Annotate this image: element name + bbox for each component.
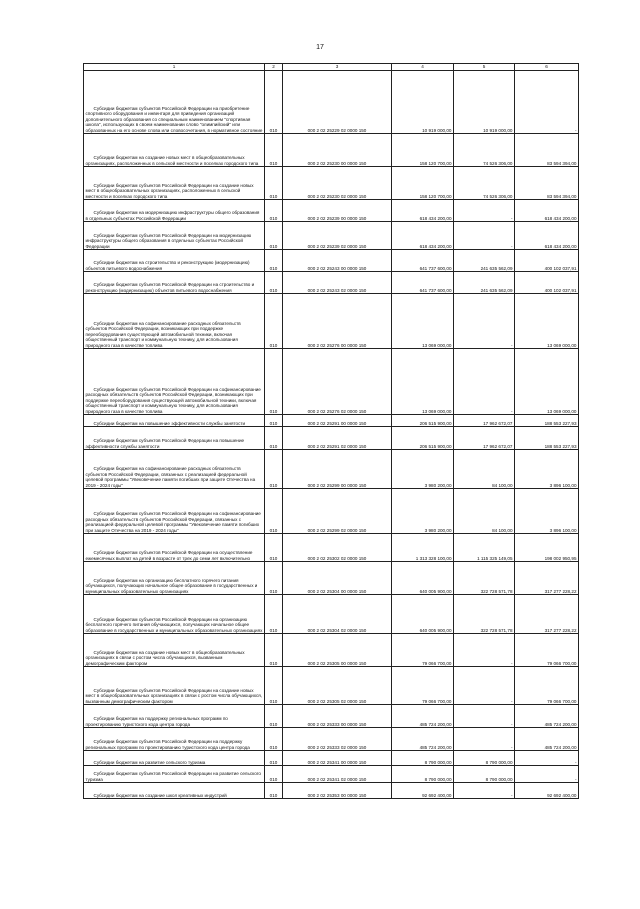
row-name: Субсидии бюджетам на модернизацию инфраструктуры общего образования в отдельных субъектах Российской Федерации: [84, 200, 265, 222]
row-unexecuted-amount: 13 069 000,00: [515, 294, 579, 349]
row-executed-amount: 84 100,00: [454, 489, 515, 534]
row-kbk-code: 000 2 02 25229 02 0000 150: [283, 71, 392, 134]
row-unexecuted-amount: 188 553 227,93: [515, 415, 579, 427]
row-executed-amount: -: [454, 222, 515, 250]
row-name: Субсидии бюджетам субъектов Российской Федерации на создание новых мест в общеобразовательных организациях в связи с ростом числа обучающихся, вызванным демографическим фактором: [84, 667, 265, 705]
row-executed-amount: 8 790 000,00: [454, 766, 515, 783]
row-code: 010: [265, 634, 283, 667]
row-code: 010: [265, 415, 283, 427]
table-row: [84, 489, 579, 534]
row-code: 010: [265, 222, 283, 250]
row-unexecuted-amount: 3 896 100,00: [515, 450, 579, 489]
row-approved-amount: 158 120 700,00: [392, 167, 454, 200]
table-row: [84, 595, 579, 634]
row-executed-amount: 322 728 571,78: [454, 562, 515, 595]
row-code: 010: [265, 489, 283, 534]
row-executed-amount: -: [454, 200, 515, 222]
row-code: 010: [265, 783, 283, 799]
row-unexecuted-amount: 83 594 394,00: [515, 134, 579, 167]
row-code: 010: [265, 349, 283, 415]
row-kbk-code: 000 2 02 25239 00 0000 150: [283, 200, 392, 222]
row-executed-amount: 17 962 672,07: [454, 415, 515, 427]
table-row: [84, 167, 579, 200]
row-code: 010: [265, 534, 283, 562]
row-name: Субсидии бюджетам субъектов Российской Федерации на повышение эффективности службы занятости: [84, 427, 265, 450]
row-executed-amount: 1 115 325 149,05: [454, 534, 515, 562]
row-code: 010: [265, 450, 283, 489]
row-executed-amount: -: [454, 634, 515, 667]
row-approved-amount: 206 515 900,00: [392, 427, 454, 450]
row-executed-amount: 74 526 306,00: [454, 134, 515, 167]
table-row: [84, 534, 579, 562]
row-kbk-code: 000 2 02 25276 00 0000 150: [283, 294, 392, 349]
row-code: 010: [265, 766, 283, 783]
row-approved-amount: 8 790 000,00: [392, 751, 454, 766]
row-name: Субсидии бюджетам субъектов Российской Федерации на приобретение спортивного оборудования и инвентаря для приведения организаций дополнительного образования со специальным наименованием "спортивная школа", использующих в своем наименовании слово "олимпийский" или образованных на его основе слова или словосочетания, в нормативное состояние: [84, 71, 265, 134]
table-row: [84, 766, 579, 783]
row-code: 010: [265, 294, 283, 349]
row-name: Субсидии бюджетам субъектов Российской Федерации на модернизацию инфраструктуры общего образования в отдельных субъектах Российской Федерации: [84, 222, 265, 250]
row-approved-amount: 641 737 600,00: [392, 272, 454, 294]
row-kbk-code: 000 2 02 25305 00 0000 150: [283, 634, 392, 667]
column-header: 6: [515, 64, 579, 71]
row-approved-amount: 92 692 400,00: [392, 783, 454, 799]
table-row: [84, 751, 579, 766]
row-kbk-code: 000 2 02 25230 00 0000 150: [283, 134, 392, 167]
row-executed-amount: 74 526 306,00: [454, 167, 515, 200]
row-name: Субсидии бюджетам субъектов Российской Федерации на осуществление ежемесячных выплат на детей в возрасте от трех до семи лет включительно: [84, 534, 265, 562]
row-kbk-code: 000 2 02 25304 02 0000 150: [283, 595, 392, 634]
column-header: 1: [84, 64, 265, 71]
row-kbk-code: 000 2 02 25276 02 0000 150: [283, 349, 392, 415]
page-number: 17: [316, 44, 324, 51]
table-header-row: [84, 64, 579, 71]
row-code: 010: [265, 562, 283, 595]
row-unexecuted-amount: -: [515, 751, 579, 766]
row-approved-amount: 640 005 900,00: [392, 595, 454, 634]
row-approved-amount: 485 724 200,00: [392, 728, 454, 751]
row-approved-amount: 640 005 900,00: [392, 562, 454, 595]
table-row: [84, 134, 579, 167]
row-name: Субсидии бюджетам субъектов Российской Федерации на создание новых мест в общеобразовательных организациях, расположенных в сельской местности и поселках городского типа: [84, 167, 265, 200]
budget-table: [83, 63, 579, 799]
row-executed-amount: 322 728 571,78: [454, 595, 515, 634]
row-name: Субсидии бюджетам на создание новых мест в общеобразовательных организациях в связи с ростом числа обучающихся, вызванным демографическим фактором: [84, 634, 265, 667]
row-name: Субсидии бюджетам на развитие сельского туризма: [84, 751, 265, 766]
row-kbk-code: 000 2 02 25291 02 0000 150: [283, 427, 392, 450]
row-kbk-code: 000 2 02 25305 02 0000 150: [283, 667, 392, 705]
row-executed-amount: 241 635 562,09: [454, 272, 515, 294]
row-unexecuted-amount: 3 896 100,00: [515, 489, 579, 534]
table-row: [84, 294, 579, 349]
row-kbk-code: 000 2 02 25230 02 0000 150: [283, 167, 392, 200]
row-code: 010: [265, 167, 283, 200]
row-name: Субсидии бюджетам субъектов Российской Федерации на софинансирование расходных обязательств субъектов Российской Федерации, возникающих при поддержке переоборудования существующей автомобильной техники, включая общественный транспорт и коммунальную технику, для использования природного газа в качестве топлива: [84, 349, 265, 415]
column-header: 4: [392, 64, 454, 71]
row-unexecuted-amount: 79 066 700,00: [515, 634, 579, 667]
row-kbk-code: 000 2 02 25333 00 0000 150: [283, 705, 392, 728]
row-unexecuted-amount: 400 102 037,91: [515, 272, 579, 294]
row-kbk-code: 000 2 02 25341 02 0000 150: [283, 766, 392, 783]
table-row: [84, 415, 579, 427]
row-executed-amount: 241 635 562,09: [454, 250, 515, 272]
row-name: Субсидии бюджетам субъектов Российской Федерации на софинансирование расходных обязательств субъектов Российской Федерации, связанных с реализацией федеральной целевой программы "Увековечение памяти погибших при защите Отечества на 2019 - 2024 годы": [84, 489, 265, 534]
row-unexecuted-amount: 79 066 700,00: [515, 667, 579, 705]
row-approved-amount: 10 919 000,00: [392, 71, 454, 134]
row-name: Субсидии бюджетам на организацию бесплатного горячего питания обучающихся, получающих начальное общее образование в государственных и муниципальных образовательных организациях: [84, 562, 265, 595]
row-kbk-code: 000 2 02 25243 02 0000 150: [283, 272, 392, 294]
row-executed-amount: 10 919 000,00: [454, 71, 515, 134]
row-unexecuted-amount: 198 002 950,95: [515, 534, 579, 562]
table-row: [84, 200, 579, 222]
row-code: 010: [265, 250, 283, 272]
table-row: [84, 728, 579, 751]
row-unexecuted-amount: 485 724 200,00: [515, 728, 579, 751]
table-row: [84, 250, 579, 272]
row-code: 010: [265, 667, 283, 705]
table-row: [84, 222, 579, 250]
row-kbk-code: 000 2 02 25299 00 0000 150: [283, 450, 392, 489]
row-name: Субсидии бюджетам на поддержку региональных программ по проектированию туристского кода центра города: [84, 705, 265, 728]
row-code: 010: [265, 728, 283, 751]
row-executed-amount: -: [454, 294, 515, 349]
row-approved-amount: 485 724 200,00: [392, 705, 454, 728]
row-code: 010: [265, 751, 283, 766]
row-name: Субсидии бюджетам на строительство и реконструкцию (модернизацию) объектов питьевого водоснабжения: [84, 250, 265, 272]
row-approved-amount: 13 069 000,00: [392, 294, 454, 349]
row-executed-amount: 17 962 672,07: [454, 427, 515, 450]
row-executed-amount: -: [454, 783, 515, 799]
row-approved-amount: 79 066 700,00: [392, 634, 454, 667]
column-header: 2: [265, 64, 283, 71]
row-approved-amount: 1 313 328 100,00: [392, 534, 454, 562]
row-approved-amount: 8 790 000,00: [392, 766, 454, 783]
table-row: [84, 349, 579, 415]
row-kbk-code: 000 2 02 25299 02 0000 150: [283, 489, 392, 534]
table-row: [84, 705, 579, 728]
row-code: 010: [265, 200, 283, 222]
row-kbk-code: 000 2 02 25333 02 0000 150: [283, 728, 392, 751]
row-unexecuted-amount: -: [515, 71, 579, 134]
row-executed-amount: -: [454, 349, 515, 415]
row-code: 010: [265, 71, 283, 134]
row-code: 010: [265, 427, 283, 450]
row-unexecuted-amount: 188 553 227,93: [515, 427, 579, 450]
row-code: 010: [265, 595, 283, 634]
row-approved-amount: 618 434 200,00: [392, 200, 454, 222]
row-unexecuted-amount: 317 277 228,22: [515, 595, 579, 634]
row-executed-amount: -: [454, 705, 515, 728]
table-row: [84, 783, 579, 799]
row-name: Субсидии бюджетам на софинансирование расходных обязательств субъектов Российской Федерации, возникающих при поддержке переоборудования существующей автомобильной техники, включая общественный транспорт и коммунальную технику, для использования природного газа в качестве топлива: [84, 294, 265, 349]
row-kbk-code: 000 2 02 25243 00 0000 150: [283, 250, 392, 272]
table-row: [84, 272, 579, 294]
row-executed-amount: -: [454, 667, 515, 705]
table-row: [84, 450, 579, 489]
row-unexecuted-amount: 485 724 200,00: [515, 705, 579, 728]
row-name: Субсидии бюджетам субъектов Российской Федерации на организацию бесплатного горячего питания обучающихся, получающих начальное общее образование в государственных и муниципальных образовательных организациях: [84, 595, 265, 634]
row-unexecuted-amount: 618 434 200,00: [515, 200, 579, 222]
table-row: [84, 427, 579, 450]
row-name: Субсидии бюджетам на софинансирование расходных обязательств субъектов Российской Федерации, связанных с реализацией федеральной целевой программы "Увековечение памяти погибших при защите Отечества на 2019 - 2024 годы": [84, 450, 265, 489]
row-approved-amount: 641 737 600,00: [392, 250, 454, 272]
row-code: 010: [265, 705, 283, 728]
row-approved-amount: 206 515 900,00: [392, 415, 454, 427]
row-unexecuted-amount: 83 594 394,00: [515, 167, 579, 200]
row-kbk-code: 000 2 02 25304 00 0000 150: [283, 562, 392, 595]
row-kbk-code: 000 2 02 25291 00 0000 150: [283, 415, 392, 427]
row-approved-amount: 158 120 700,00: [392, 134, 454, 167]
row-unexecuted-amount: 618 434 200,00: [515, 222, 579, 250]
row-approved-amount: 13 069 000,00: [392, 349, 454, 415]
row-code: 010: [265, 134, 283, 167]
row-approved-amount: 618 434 200,00: [392, 222, 454, 250]
row-unexecuted-amount: -: [515, 766, 579, 783]
row-unexecuted-amount: 317 277 228,22: [515, 562, 579, 595]
row-approved-amount: 3 980 200,00: [392, 450, 454, 489]
row-executed-amount: -: [454, 728, 515, 751]
row-name: Субсидии бюджетам на создание школ креативных индустрий: [84, 783, 265, 799]
column-header: 3: [283, 64, 392, 71]
table-row: [84, 71, 579, 134]
table-row: [84, 562, 579, 595]
row-approved-amount: 79 066 700,00: [392, 667, 454, 705]
row-kbk-code: 000 2 02 25341 00 0000 150: [283, 751, 392, 766]
row-code: 010: [265, 272, 283, 294]
row-kbk-code: 000 2 02 25302 02 0000 150: [283, 534, 392, 562]
row-executed-amount: 8 790 000,00: [454, 751, 515, 766]
table-row: [84, 667, 579, 705]
row-kbk-code: 000 2 02 25239 02 0000 150: [283, 222, 392, 250]
row-unexecuted-amount: 400 102 037,91: [515, 250, 579, 272]
row-unexecuted-amount: 92 692 400,00: [515, 783, 579, 799]
table-row: [84, 634, 579, 667]
row-kbk-code: 000 2 02 25353 00 0000 150: [283, 783, 392, 799]
row-name: Субсидии бюджетам субъектов Российской Федерации на строительство и реконструкцию (модернизацию) объектов питьевого водоснабжения: [84, 272, 265, 294]
row-name: Субсидии бюджетам субъектов Российской Федерации на поддержку региональных программ по проектированию туристского кода центра города: [84, 728, 265, 751]
row-name: Субсидии бюджетам субъектов Российской Федерации на развитие сельского туризма: [84, 766, 265, 783]
row-unexecuted-amount: 13 069 000,00: [515, 349, 579, 415]
row-approved-amount: 3 980 200,00: [392, 489, 454, 534]
row-executed-amount: 84 100,00: [454, 450, 515, 489]
row-name: Субсидии бюджетам на повышение эффективности службы занятости: [84, 415, 265, 427]
row-name: Субсидии бюджетам на создание новых мест в общеобразовательных организациях, расположенных в сельской местности и поселках городского типа: [84, 134, 265, 167]
column-header: 5: [454, 64, 515, 71]
